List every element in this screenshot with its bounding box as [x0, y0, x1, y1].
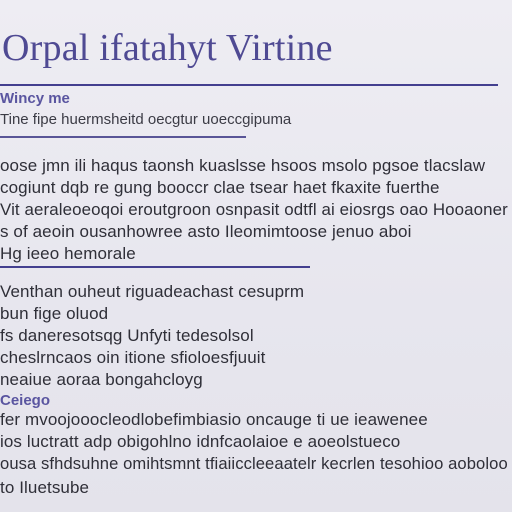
section-label-bottom: Ceiego	[0, 392, 51, 409]
paragraph1-line-1: oose jmn ili haqus taonsh kuaslsse hsoos msolo pgsoe tlacslaw	[0, 156, 486, 175]
subtitle-divider	[0, 136, 246, 138]
list-heading: Venthan ouheut riguadeachast cesuprm	[0, 282, 305, 301]
paragraph2-line-4: to Iluetsube	[0, 478, 90, 497]
paragraph1-line-2: cogiunt dqb re gung booccr clae tsear haet fkaxite fuerthe	[0, 178, 440, 197]
section-divider	[0, 266, 310, 268]
section-label-top: Wincy me	[0, 90, 70, 107]
paragraph1-line-3: Vit aeraleoeoqoi eroutgroon osnpasit odtfl ai eiosrgs oao Hooaoner	[0, 200, 508, 219]
list-item: neaiue aoraa bongahcloyg	[0, 370, 203, 389]
document-title: Orpal ifatahyt Virtine	[2, 27, 333, 69]
paragraph2-line-2: ios luctratt adp obigohlno idnfcaolaioe e aoeolstueco	[0, 432, 401, 451]
list-item: cheslrncaos oin itione sfioloesfjuuit	[0, 348, 266, 367]
subtitle-line: Tine fipe huermsheitd oecgtur uoeccgipuma	[0, 111, 292, 128]
title-divider	[0, 84, 498, 86]
list-item: fs daneresotsqg Unfyti tedesolsol	[0, 326, 254, 345]
pullquote: Hg ieeo hemorale	[0, 244, 136, 263]
paragraph1-line-4: s of aeoin ousanhowree asto Ileomimtoose jenuo aboi	[0, 222, 412, 241]
paragraph2-line-3: ousa sfhdsuhne omihtsmnt tfiaiiccleeaatelr kecrlen tesohioo aoboloo	[0, 454, 508, 473]
list-item: bun fige oluod	[0, 304, 109, 323]
paragraph2-line-1: fer mvoojooocleodlobefimbiasio oncauge ti ue ieawenee	[0, 410, 428, 429]
